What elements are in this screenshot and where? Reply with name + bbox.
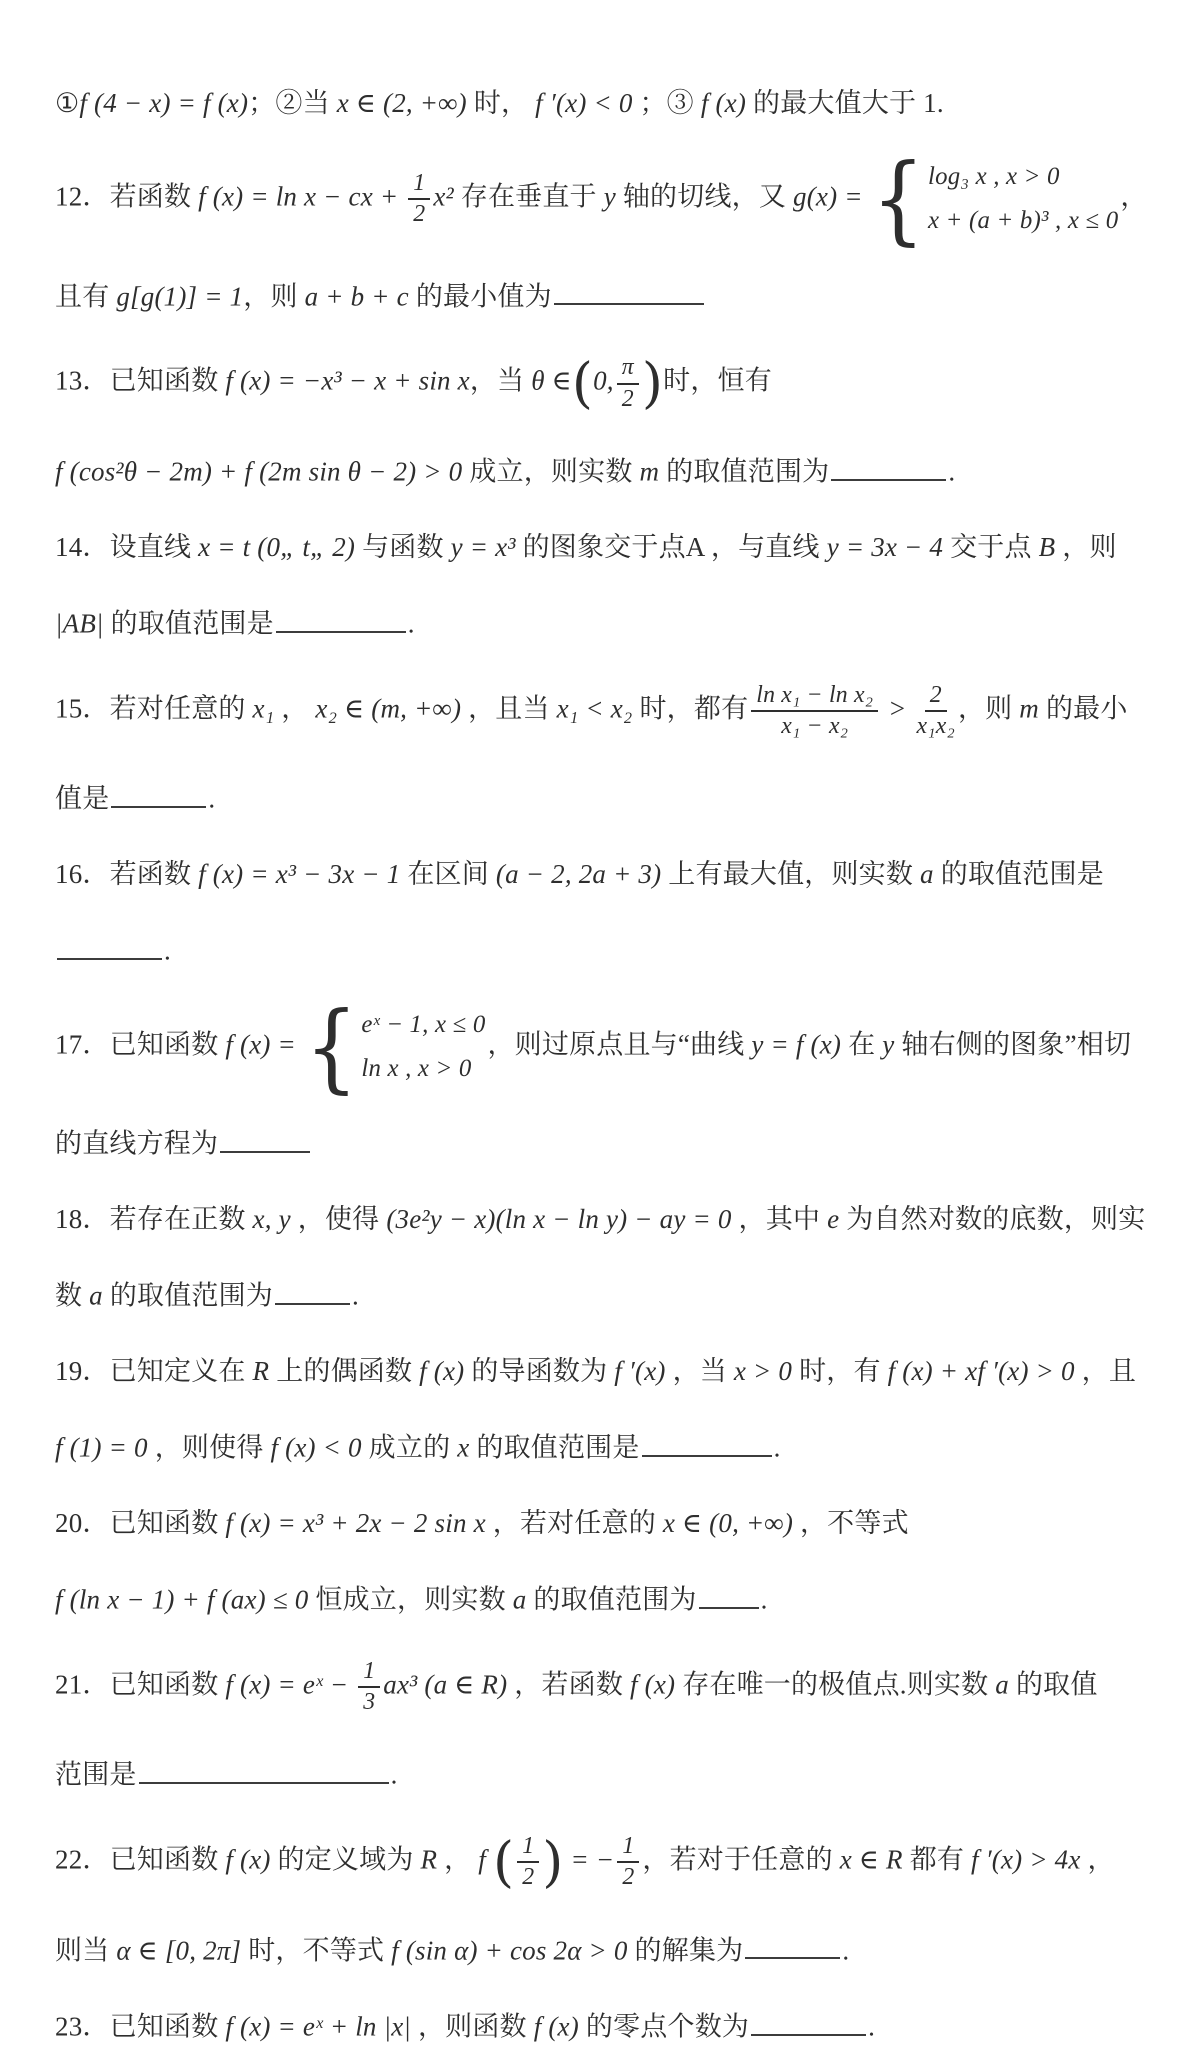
fraction <box>751 682 878 741</box>
problem-preamble <box>55 86 1149 121</box>
math-run: x ∈ R <box>832 1844 910 1875</box>
text-run: ，则过原点且与“曲线 <box>487 1029 745 1060</box>
fraction <box>408 170 430 229</box>
text-run: ；③ <box>639 88 694 118</box>
text-run: 成立，则实数 <box>469 456 633 487</box>
math-run: (a − 2, 2a + 3) <box>488 859 669 890</box>
answer-blank <box>745 1932 840 1960</box>
text-run: . <box>390 1759 398 1790</box>
math-run: f (x) = −x³ − x + sin x <box>218 365 470 396</box>
text-run: 18．若存在正数 <box>55 1204 246 1235</box>
math-run: f (sin α) + cos 2α > 0 <box>384 1935 635 1966</box>
text-run: 13．已知函数 <box>55 365 219 396</box>
text-run: . <box>208 783 216 814</box>
fraction <box>617 1833 639 1892</box>
text-run: 成立的 <box>368 1432 451 1463</box>
problem-18-line-1 <box>55 1202 1149 1237</box>
math-run: 0, <box>593 365 614 396</box>
problem-13 <box>55 351 1149 489</box>
text-run: 上有最大值，则实数 <box>668 859 914 890</box>
text-run: . <box>407 608 415 639</box>
math-run: f ′(x) <box>607 1356 673 1387</box>
math-run: = − <box>563 1844 615 1875</box>
math-run: f (x) <box>693 88 754 118</box>
text-run: ，则 <box>957 693 1013 724</box>
math-run: f (x) = <box>218 1029 303 1060</box>
problem-list <box>55 86 1149 2045</box>
problem-12-line-2 <box>55 278 1149 315</box>
math-run: a + b + c <box>297 281 416 312</box>
math-run: g(x) = <box>786 181 870 212</box>
fraction-denominator: 3 <box>363 1689 376 1715</box>
text-run: . <box>760 1584 768 1615</box>
problem-21-line-2 <box>55 1756 1149 1793</box>
problem-14-line-2 <box>55 605 1149 642</box>
math-run: f (x) < 0 <box>263 1432 369 1463</box>
math-run: ax³ (a ∈ R) <box>383 1669 515 1700</box>
math-run: x₂ ∈ (m, +∞) <box>308 693 469 724</box>
text-run: 在 <box>848 1029 876 1060</box>
text-run: ，则使得 <box>154 1432 264 1463</box>
fraction-numerator: 1 <box>408 170 430 200</box>
problem-17 <box>55 990 1149 1162</box>
fraction-denominator: 2 <box>621 385 634 412</box>
math-run: (3e²y − x)(ln x − ln y) − ay = 0 <box>379 1204 739 1235</box>
piecewise-cases <box>304 990 486 1103</box>
text-run: 的最小 <box>1045 693 1128 724</box>
text-run: 14．设直线 <box>55 531 192 562</box>
problem-14 <box>55 530 1149 642</box>
text-run: 23．已知函数 <box>55 2012 219 2043</box>
math-run: e <box>820 1204 847 1235</box>
math-run: f (x) <box>623 1669 683 1700</box>
math-run: x = t (0„ t„ 2) <box>191 531 363 562</box>
math-run: f (x) = eˣ − <box>218 1669 356 1700</box>
answer-blank <box>111 780 206 808</box>
problem-13-line-1 <box>55 351 1149 415</box>
math-run: x ∈ (2, +∞) <box>329 88 474 118</box>
problem-23-line-1 <box>55 2008 1149 2045</box>
math-run: g[g(1)] = 1 <box>109 281 244 312</box>
text-run: ，若函数 <box>514 1669 624 1700</box>
fraction-numerator: 1 <box>517 1833 539 1863</box>
math-run: f ′(x) < 0 <box>528 88 640 118</box>
problem-14-line-1 <box>55 530 1149 565</box>
text-run: . <box>868 2012 876 2043</box>
text-run: ，其中 <box>738 1204 821 1235</box>
math-run: y = 3x − 4 <box>819 531 951 562</box>
piecewise-cases <box>871 142 1119 256</box>
math-run: B <box>1031 531 1063 562</box>
problem-17-line-2 <box>55 1125 1149 1162</box>
math-run: f ′(x) > 4x <box>964 1844 1088 1875</box>
problem-12-line-1 <box>55 142 1149 256</box>
text-run: ① <box>55 88 80 118</box>
problem-15-line-2 <box>55 780 1149 817</box>
problem-21 <box>55 1658 1149 1793</box>
answer-blank <box>751 2008 866 2036</box>
text-run: ，则 <box>1062 531 1117 562</box>
fraction-denominator: 2 <box>413 201 426 228</box>
problem-18-line-2 <box>55 1277 1149 1314</box>
text-run: . <box>842 1935 850 1966</box>
problem-22-line-1 <box>55 1830 1149 1894</box>
math-run: f (x) <box>218 1844 278 1875</box>
text-run: 22．已知函数 <box>55 1844 219 1875</box>
fraction-numerator: 1 <box>617 1833 639 1863</box>
problem-19-line-1 <box>55 1354 1149 1389</box>
math-run: |AB| <box>55 608 111 639</box>
text-run: 则当 <box>55 1935 110 1966</box>
text-run: 19．已知定义在 <box>55 1356 246 1387</box>
text-run: 16．若函数 <box>55 859 192 890</box>
text-run: 12．若函数 <box>55 181 192 212</box>
text-run: 的定义域为 <box>277 1844 414 1875</box>
text-run: ，则 <box>243 281 298 312</box>
fraction-numerator: π <box>617 354 639 384</box>
problem-22-line-2 <box>55 1932 1149 1969</box>
text-run: ， <box>444 1844 472 1875</box>
text-run: 的取值范围为 <box>666 456 830 487</box>
math-run: x₁ <box>245 693 282 724</box>
problem-13-line-2 <box>55 453 1149 490</box>
text-run: 17．已知函数 <box>55 1029 219 1060</box>
fraction-denominator: 2 <box>622 1864 635 1891</box>
math-run: m <box>632 456 667 487</box>
math-run: f (cos²θ − 2m) + f (2m sin θ − 2) > 0 <box>55 456 470 487</box>
math-run: x₁ < x₂ <box>549 693 640 724</box>
problem-23 <box>55 2008 1149 2045</box>
text-run: 时， <box>473 88 529 118</box>
case-row: x + (a + b)³ , x ≤ 0 <box>928 207 1119 235</box>
math-run: f (x) = x³ + 2x − 2 sin x <box>218 1507 493 1538</box>
text-run: 为自然对数的底数，则实 <box>846 1204 1146 1235</box>
math-run: f <box>471 1844 493 1875</box>
text-run: 的取值范围是 <box>110 608 274 639</box>
text-run: ，且 <box>1081 1356 1137 1387</box>
math-run: f (1) = 0 <box>55 1432 155 1463</box>
math-run: > <box>881 693 914 724</box>
text-run: 的最小值为 <box>415 281 552 312</box>
math-run: x² <box>433 181 461 212</box>
text-run: 时，都有 <box>639 693 749 724</box>
text-run: 轴的切线，又 <box>622 181 787 212</box>
text-run: ，则函数 <box>417 2012 527 2043</box>
big-paren: ( <box>571 351 594 415</box>
math-run: y = f (x) <box>744 1029 849 1060</box>
big-paren: ) <box>641 351 664 415</box>
answer-blank <box>220 1125 310 1153</box>
text-run: 时，不等式 <box>248 1935 385 1966</box>
text-run: ，不等式 <box>799 1507 909 1538</box>
fraction <box>917 682 955 741</box>
text-run: 交于点 <box>950 531 1032 562</box>
text-run: ，使得 <box>297 1204 380 1235</box>
text-run: ，且当 <box>468 693 550 724</box>
fraction-numerator: 1 <box>358 1658 380 1688</box>
math-run: f (4 − x) = f (x) <box>79 88 249 118</box>
problem-18 <box>55 1202 1149 1314</box>
math-run: a <box>505 1584 534 1615</box>
big-paren: ) <box>542 1830 564 1894</box>
text-run: 的取值 <box>1015 1669 1098 1700</box>
math-run: θ ∈ <box>524 365 572 396</box>
text-run: 与函数 <box>362 531 444 562</box>
math-run: R <box>413 1844 445 1875</box>
answer-blank <box>831 453 946 481</box>
math-run: a <box>82 1280 110 1311</box>
problem-16 <box>55 857 1149 969</box>
case-row: eˣ − 1, x ≤ 0 <box>361 1010 486 1038</box>
text-run: 的导函数为 <box>471 1356 608 1387</box>
text-run: 的取值范围为 <box>109 1280 274 1311</box>
math-run: x ∈ (0, +∞) <box>655 1507 800 1538</box>
math-run: f (x) = ln x − cx + <box>191 181 406 212</box>
math-run: m <box>1012 693 1046 724</box>
text-run: 值是 <box>55 783 110 814</box>
math-run: x <box>450 1432 477 1463</box>
math-run: y <box>875 1029 902 1060</box>
text-run: ；②当 <box>248 88 330 118</box>
math-run: α ∈ [0, 2π] <box>109 1935 249 1966</box>
text-run: 时，有 <box>799 1356 881 1387</box>
text-run: ， <box>1120 181 1148 212</box>
text-run: ，若对于任意的 <box>642 1844 833 1875</box>
case-rows <box>361 1009 485 1086</box>
problem-15 <box>55 682 1149 817</box>
problem-20 <box>55 1506 1149 1618</box>
case-rows <box>928 161 1118 238</box>
fraction-denominator: 2 <box>522 1864 535 1891</box>
problem-21-line-1 <box>55 1658 1149 1717</box>
text-run: . <box>352 1280 359 1311</box>
case-row: log₃ x , x > 0 <box>928 163 1060 191</box>
left-brace-icon: { <box>871 142 926 256</box>
text-run: 在区间 <box>407 859 489 890</box>
text-run: ， <box>281 693 309 724</box>
left-brace-icon: { <box>304 990 359 1103</box>
fraction-numerator: 2 <box>925 682 947 712</box>
answer-blank <box>276 605 406 633</box>
problem-preamble-line-1 <box>55 86 1149 121</box>
text-run: 轴右侧的图象”相切 <box>901 1029 1132 1060</box>
text-run: 的取值范围为 <box>533 1584 697 1615</box>
text-run: 恒成立，则实数 <box>315 1584 506 1615</box>
math-run: f (x) <box>412 1356 472 1387</box>
math-run: f (ln x − 1) + f (ax) ≤ 0 <box>55 1584 316 1615</box>
text-run: 范围是 <box>55 1759 137 1790</box>
math-run: a <box>913 859 941 890</box>
text-run: 15．若对任意的 <box>55 693 246 724</box>
text-run: ， <box>1087 1844 1115 1875</box>
text-run: 且有 <box>55 281 110 312</box>
math-run: y <box>596 181 623 212</box>
big-paren: ( <box>492 1830 515 1894</box>
problem-16-line-2 <box>55 932 1149 969</box>
answer-blank <box>642 1429 772 1457</box>
text-run: ，若对任意的 <box>492 1507 656 1538</box>
text-run: 的最大值大于 1. <box>753 88 944 118</box>
fraction-denominator: x₁ − x₂ <box>781 712 849 739</box>
math-run: f (x) = eˣ + ln |x| <box>218 2012 418 2043</box>
fraction-numerator: ln x₁ − ln x₂ <box>751 682 878 712</box>
fraction-denominator: x₁x₂ <box>916 712 955 739</box>
text-run: . <box>948 456 956 487</box>
text-run: ，当 <box>672 1356 727 1387</box>
math-run: f (x) + xf ′(x) > 0 <box>880 1356 1082 1387</box>
text-run: 数 <box>55 1280 83 1311</box>
text-run: 都有 <box>909 1844 965 1875</box>
fraction <box>517 1833 539 1892</box>
text-run: 21．已知函数 <box>55 1669 219 1700</box>
math-run: a <box>988 1669 1016 1700</box>
text-run: 的直线方程为 <box>55 1129 219 1160</box>
answer-blank <box>57 932 162 960</box>
problem-22 <box>55 1830 1149 1968</box>
text-run: 时，恒有 <box>663 365 772 396</box>
answer-blank <box>554 278 704 306</box>
text-run: 存在垂直于 <box>460 181 597 212</box>
math-run: y = x³ <box>443 531 523 562</box>
case-row: ln x , x > 0 <box>361 1055 472 1083</box>
fraction <box>617 354 639 413</box>
text-run: 的取值范围是 <box>476 1432 640 1463</box>
text-run: 存在唯一的极值点.则实数 <box>682 1669 989 1700</box>
math-run: R <box>245 1356 277 1387</box>
problem-20-line-1 <box>55 1506 1149 1541</box>
math-run: f (x) <box>526 2012 586 2043</box>
fraction <box>358 1658 380 1717</box>
problem-20-line-2 <box>55 1581 1149 1618</box>
math-run: x > 0 <box>726 1356 800 1387</box>
text-run: 的图象交于点A ，与直线 <box>522 531 820 562</box>
text-run: 的零点个数为 <box>585 2012 750 2043</box>
text-run: 20．已知函数 <box>55 1507 219 1538</box>
problem-16-line-1 <box>55 857 1149 892</box>
text-run: . <box>773 1432 781 1463</box>
math-run: f (x) = x³ − 3x − 1 <box>191 859 408 890</box>
problem-12 <box>55 142 1149 314</box>
problem-15-line-1 <box>55 682 1149 741</box>
text-run: ，当 <box>469 365 525 396</box>
math-run: x, y <box>245 1204 298 1235</box>
problem-19-line-2 <box>55 1429 1149 1466</box>
text-run: 的取值范围是 <box>940 859 1104 890</box>
problem-17-line-1 <box>55 990 1149 1103</box>
problem-19 <box>55 1354 1149 1466</box>
answer-blank <box>699 1581 759 1609</box>
text-run: 的解集为 <box>634 1935 744 1966</box>
text-run: 上的偶函数 <box>276 1356 413 1387</box>
answer-blank <box>139 1756 389 1784</box>
text-run: . <box>164 935 171 966</box>
answer-blank <box>275 1277 350 1305</box>
